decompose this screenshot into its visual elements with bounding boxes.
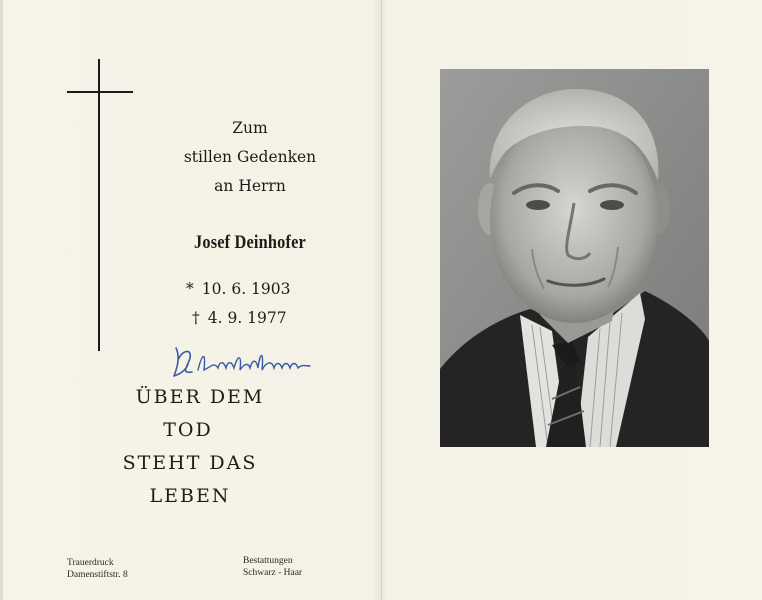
deceased-name: Josef Deinhofer <box>194 232 306 253</box>
printer-name: Trauerdruck <box>67 558 114 568</box>
cross-vertical-bar <box>98 59 100 351</box>
birth-date: 10. 6. 1903 <box>201 280 291 298</box>
undertaker-imprint <box>243 555 302 579</box>
death-cross-symbol: † <box>192 309 200 327</box>
card-edge <box>0 0 3 600</box>
intro-line-3: an Herrn <box>214 177 286 195</box>
birth-date-line <box>186 280 326 298</box>
portrait-photo <box>440 69 709 447</box>
printer-imprint <box>67 557 128 581</box>
motto-line-3: STEHT DAS <box>122 452 258 474</box>
intro-line-1: Zum <box>232 119 268 137</box>
intro-line-2: stillen Gedenken <box>183 148 317 166</box>
motto-line-1: ÜBER DEM <box>135 386 265 408</box>
handwritten-signature <box>168 340 318 384</box>
cross-horizontal-bar <box>67 91 133 93</box>
death-date: 4. 9. 1977 <box>207 309 287 327</box>
death-date-line <box>192 309 332 327</box>
undertaker-name: Schwarz - Haar <box>243 568 303 578</box>
fold-line <box>381 0 382 600</box>
motto-line-4: LEBEN <box>149 485 231 507</box>
motto-line-2: TOD <box>163 419 213 441</box>
undertaker-label: Bestattungen <box>243 556 293 566</box>
printer-address: Damenstiftstr. 8 <box>67 570 128 580</box>
birth-star-symbol: * <box>186 280 194 298</box>
